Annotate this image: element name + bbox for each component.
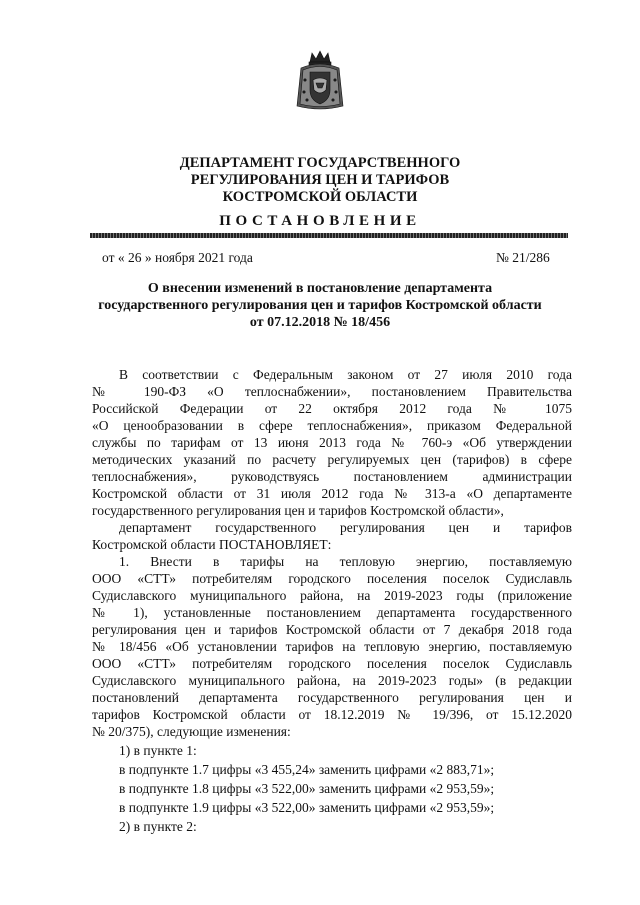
body-line: № 190-ФЗ «О теплоснабжении», постановлением Правительства xyxy=(92,384,572,399)
body-line: «О ценообразовании в сфере теплоснабжения», приказом Федеральной xyxy=(92,418,572,433)
body-line: постановлений департамента государственного регулирования цен и xyxy=(92,690,572,705)
body-line: тарифов Костромской области от 18.12.2019 № 19/396, от 15.12.2020 xyxy=(92,707,572,722)
body-line: службы по тарифам от 13 июня 2013 года № 760-э «Об утверждении xyxy=(92,435,572,450)
body-line: Судиславского муниципального района, на 2019-2023 годы (приложение xyxy=(92,588,572,603)
body-line: методических указаний по расчету регулируемых цен (тарифов) в сфере xyxy=(92,452,572,467)
document-number: № 21/286 xyxy=(496,250,550,265)
body-line: 1) в пункте 1: xyxy=(119,743,197,758)
header-rule xyxy=(90,233,568,238)
body-line: в подпункте 1.8 цифры «3 522,00» заменить цифрами «2 953,59»; xyxy=(119,781,495,796)
body-line: в подпункте 1.9 цифры «3 522,00» заменить цифрами «2 953,59»; xyxy=(119,800,495,815)
body-line: 1. Внести в тарифы на тепловую энергию, поставляемую xyxy=(119,554,572,569)
body-line: Костромской области ПОСТАНОВЛЯЕТ: xyxy=(92,537,332,552)
body-line: в подпункте 1.7 цифры «3 455,24» заменить цифрами «2 883,71»; xyxy=(119,762,495,777)
body-line: регулирования цен и тарифов Костромской области от 7 декабря 2018 года xyxy=(92,622,572,637)
document-date: от « 26 » ноября 2021 года xyxy=(102,250,253,265)
body-line: Российской Федерации от 22 октября 2012 года № 1075 xyxy=(92,401,572,416)
body-line: департамент государственного регулирования цен и тарифов xyxy=(119,520,572,535)
body-line: № 20/375), следующие изменения: xyxy=(92,724,291,739)
body-line: В соответствии с Федеральным законом от 27 июля 2010 года xyxy=(119,367,572,382)
body-line: Судиславского муниципального района, на 2019-2023 годы» (в редакции xyxy=(92,673,572,688)
subject-line-1: О внесении изменений в постановление департамента xyxy=(147,281,493,296)
document-type: ПОСТАНОВЛЕНИЕ xyxy=(219,213,421,229)
subject-line-3: от 07.12.2018 № 18/456 xyxy=(249,315,391,330)
subject-line-2: государственного регулирования цен и тарифов Костромской области xyxy=(98,298,542,313)
kostroma-coat-of-arms-icon xyxy=(293,50,347,114)
body-line: № 18/456 «Об установлении тарифов на тепловую энергию, поставляемую xyxy=(92,639,572,654)
body-line: № 1), установленные постановлением департамента государственного xyxy=(92,605,572,620)
body-line: государственного регулирования цен и тарифов Костромской области», xyxy=(92,503,504,518)
body-line: ООО «СТТ» потребителям городского поселения поселок Судиславль xyxy=(92,656,572,671)
body-line: Костромской области от 31 июля 2012 года № 313-а «О департаменте xyxy=(92,486,572,501)
department-name-line-3: КОСТРОМСКОЙ ОБЛАСТИ xyxy=(222,189,418,205)
body-line: ООО «СТТ» потребителям городского поселения поселок Судиславль xyxy=(92,571,572,586)
department-name-line-2: РЕГУЛИРОВАНИЯ ЦЕН И ТАРИФОВ xyxy=(190,172,450,188)
body-line: 2) в пункте 2: xyxy=(119,819,197,834)
department-name-line-1: ДЕПАРТАМЕНТ ГОСУДАРСТВЕННОГО xyxy=(179,155,461,171)
body-line: теплоснабжения», руководствуясь постановлением администрации xyxy=(92,469,572,484)
